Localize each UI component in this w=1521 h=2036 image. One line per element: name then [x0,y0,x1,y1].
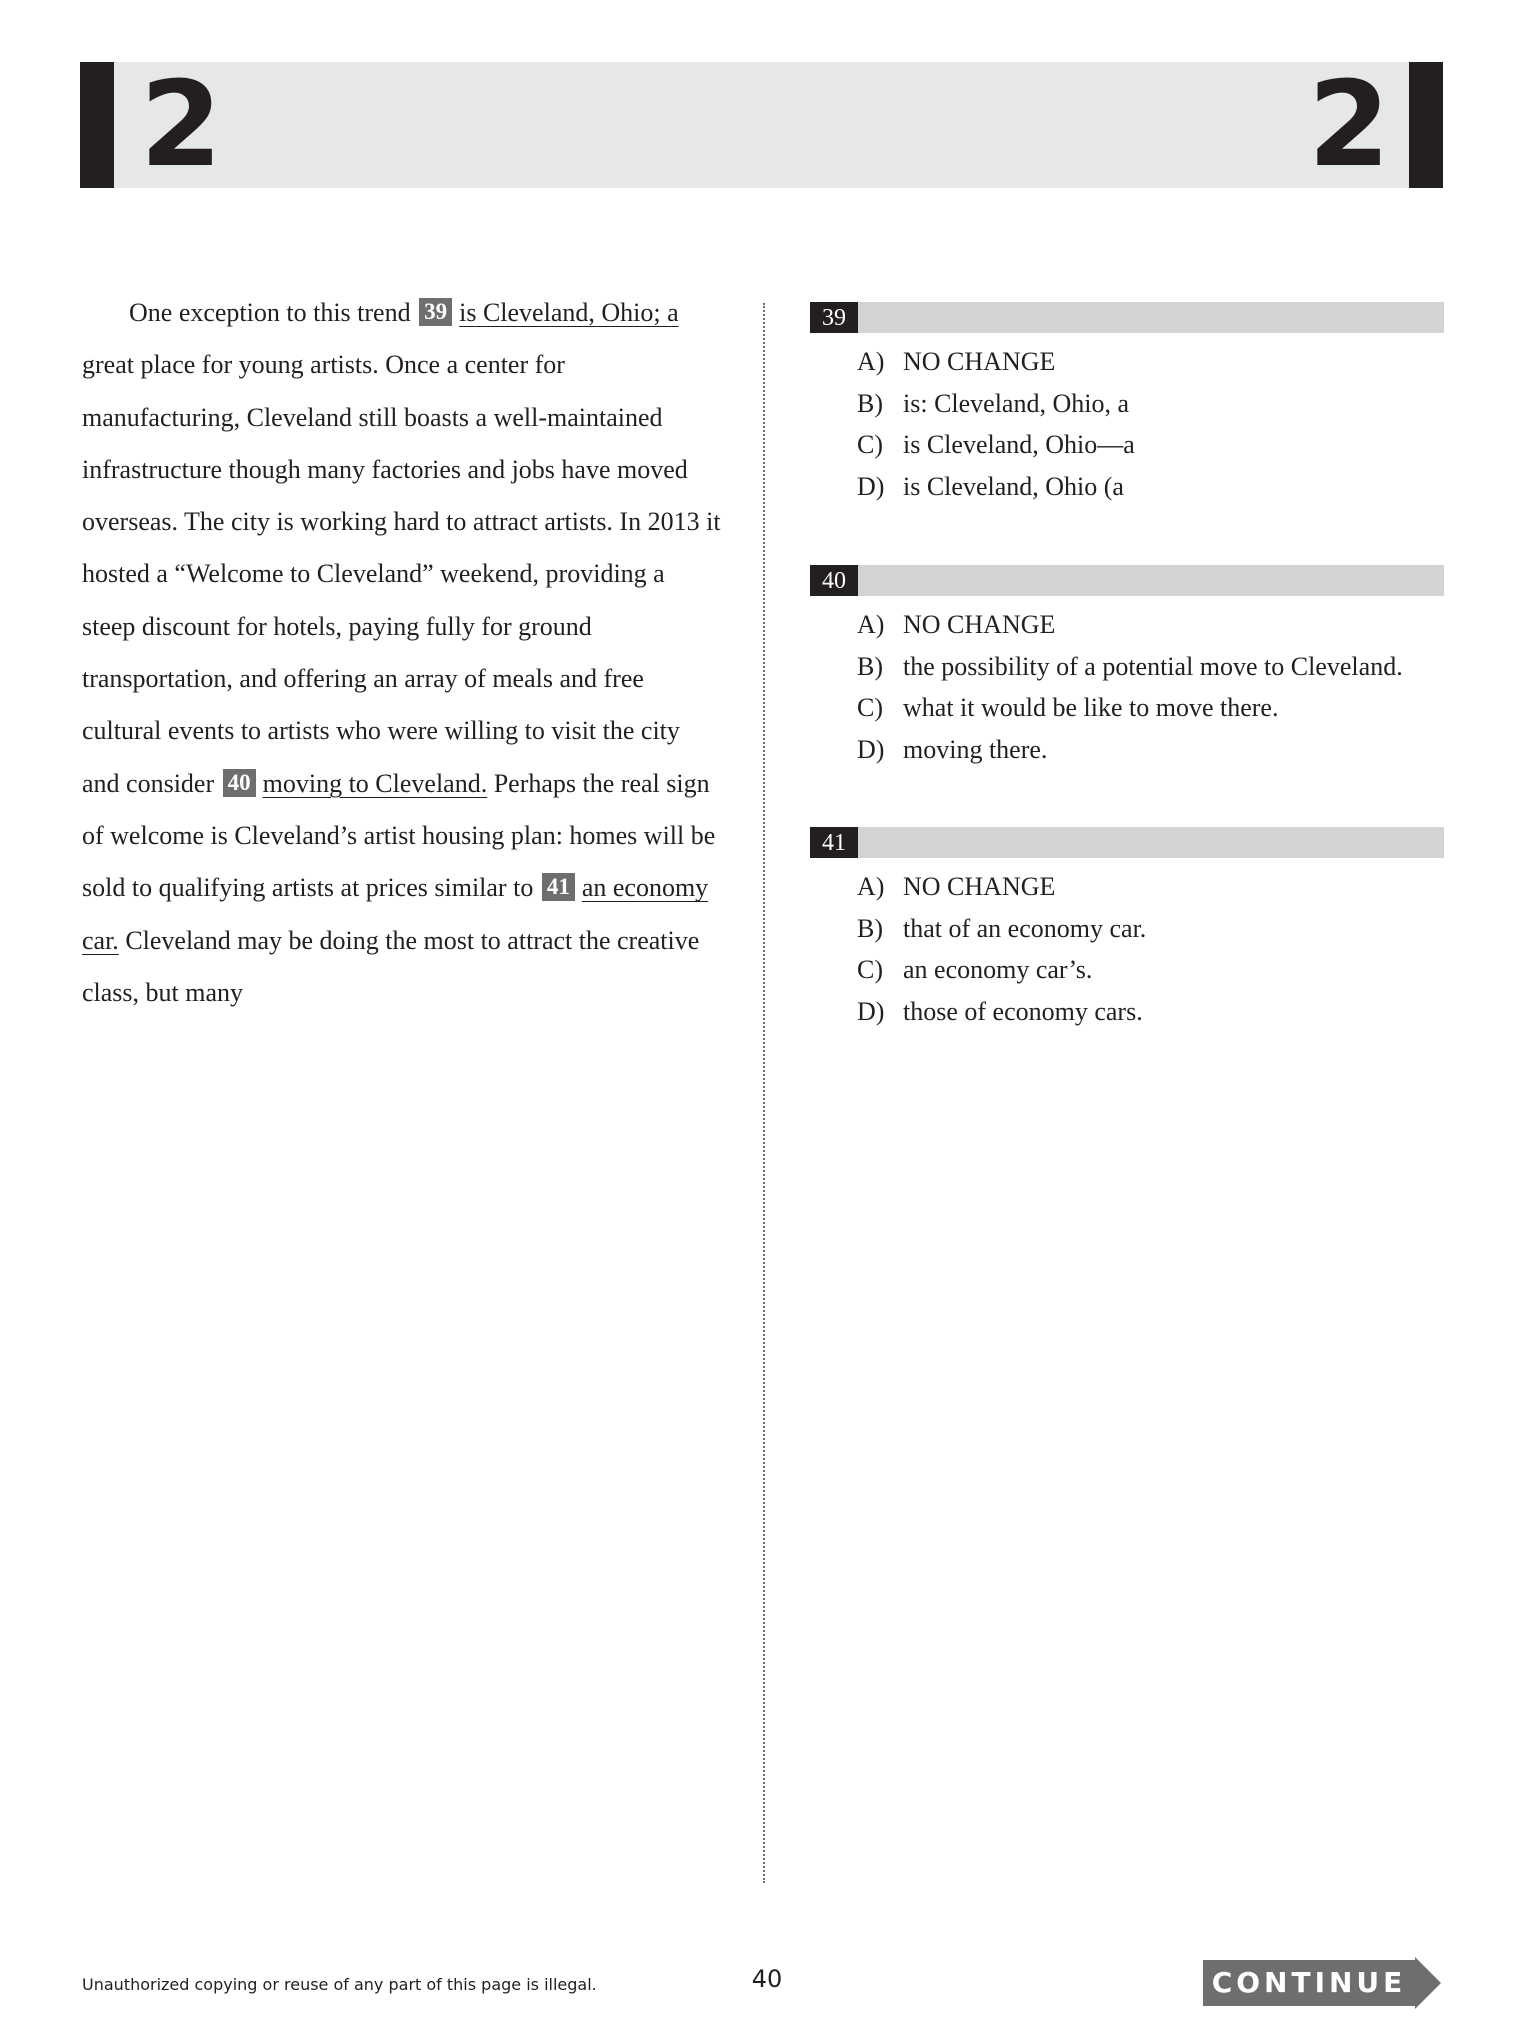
column-divider [763,303,765,1883]
header-right-bar [1409,62,1443,188]
continue-button[interactable] [1203,1957,1441,2009]
section-header-band [80,62,1443,188]
answer-choice-a[interactable] [810,604,1444,646]
choice-text: is: Cleveland, Ohio, a [903,388,1130,418]
answer-choice-b[interactable] [810,908,1444,950]
answer-choice-a[interactable] [810,341,1444,383]
answer-choice-c[interactable] [810,949,1444,991]
answer-choice-d[interactable] [810,729,1444,771]
question-number: 41 [810,827,858,858]
answer-choices [810,866,1444,1033]
passage-text: One exception to this trend [129,298,411,327]
choice-text: NO CHANGE [903,610,1056,639]
question-number: 39 [810,302,858,333]
choice-text: an economy car’s. [903,955,1093,985]
passage-text: Perhaps the real sign of welcome is Cleveland’s artist housing plan: homes will be sold to qualifying artists at prices similar to [82,768,716,903]
choice-letter: B) [857,651,883,681]
choice-letter: D) [857,997,885,1027]
question-header-bar [810,302,1444,333]
answer-choice-a[interactable] [810,866,1444,908]
passage-text: great place for young artists. Once a center for manufacturing, Cleveland still boasts a well-maintained infrastructure though many factories and jobs have moved overseas. The city is working hard to attract artists. In 2013 it hosted a “Welcome to Cleveland” weekend, providing a steep discount for hotels, paying fully for ground transportation, and offering an array of meals and free cultural events to artists who were willing to visit the city and consider [82,350,721,798]
choice-text: the possibility of a potential move to Cleveland. [903,651,1403,681]
choice-letter: B) [857,913,883,943]
question-40 [810,565,1444,771]
continue-label: CONTINUE [1211,1966,1407,1999]
answer-choice-b[interactable] [810,383,1444,425]
question-number: 40 [810,565,858,596]
answer-choice-c[interactable] [810,424,1444,466]
choice-letter: A) [857,610,885,639]
copyright-notice: Unauthorized copying or reuse of any part of this page is illegal. [82,1975,597,1994]
choice-text: NO CHANGE [903,347,1056,376]
answer-choice-b[interactable] [810,646,1444,688]
answer-choices [810,341,1444,508]
choice-text: moving there. [903,735,1048,765]
underlined-text-41: an economy car. [82,873,709,955]
section-number-left: 2 [140,55,223,193]
underlined-text-40: moving to Cleveland. [262,768,488,798]
choice-text: those of economy cars. [903,997,1143,1027]
choice-letter: D) [857,472,885,502]
question-header-bar [810,565,1444,596]
reading-passage [82,287,722,1019]
choice-letter: C) [857,693,883,723]
answer-choice-c[interactable] [810,687,1444,729]
choice-letter: A) [857,872,885,901]
answer-choice-d[interactable] [810,466,1444,508]
choice-letter: D) [857,735,885,765]
question-41 [810,827,1444,1033]
choice-letter: C) [857,955,883,985]
choice-text: what it would be like to move there. [903,693,1279,723]
question-marker-39[interactable]: 39 [419,298,452,326]
question-header-bar [810,827,1444,858]
choice-text: NO CHANGE [903,872,1056,901]
question-marker-41[interactable]: 41 [542,873,575,901]
answer-choice-d[interactable] [810,991,1444,1033]
underlined-text-39: is Cleveland, Ohio; a [459,298,679,327]
page-number: 40 [751,1965,783,1993]
choice-text: is Cleveland, Ohio (a [903,472,1124,502]
passage-text: Cleveland may be doing the most to attract the creative class, but many [82,925,700,1007]
question-marker-40[interactable]: 40 [223,769,256,797]
answer-choices [810,604,1444,771]
question-39 [810,302,1444,508]
choice-letter: C) [857,430,883,460]
choice-letter: B) [857,388,883,418]
choice-text: that of an economy car. [903,913,1147,943]
choice-letter: A) [857,347,885,376]
choice-text: is Cleveland, Ohio—a [903,430,1135,460]
header-left-bar [80,62,114,188]
section-number-right: 2 [1308,55,1391,193]
passage-paragraph [82,287,722,1019]
